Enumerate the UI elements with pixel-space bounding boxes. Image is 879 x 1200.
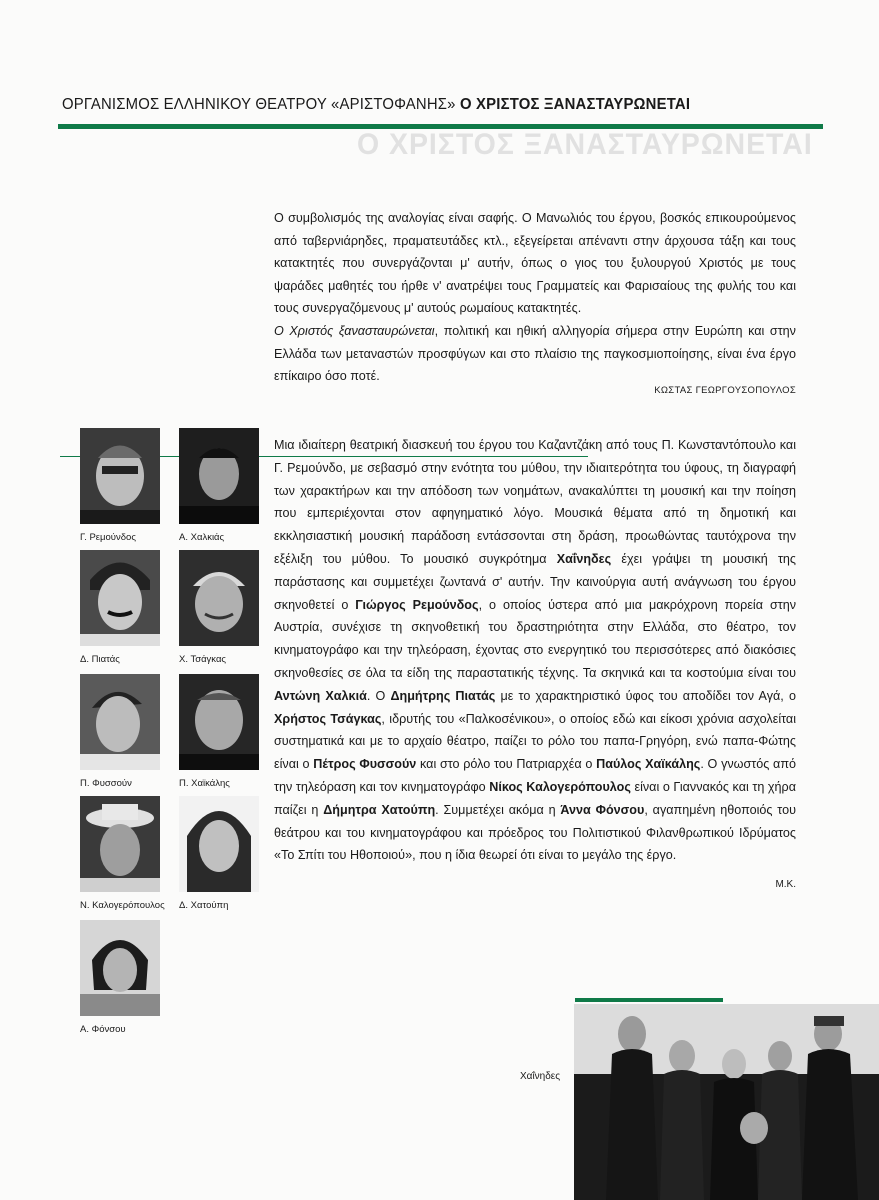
bold-name: Δήμητρα Χατούπη	[323, 802, 436, 817]
portrait-chaikalis	[179, 674, 259, 789]
bold-name: Νίκος Καλογερόπουλος	[489, 779, 631, 794]
ghost-title: Ο ΧΡΙΣΤΟΣ ΞΑΝΑΣΤΑΥΡΩΝΕΤΑΙ	[357, 128, 813, 161]
portrait-caption: Π. Χαϊκάλης	[179, 778, 230, 789]
band-photo	[574, 1004, 879, 1200]
portrait-photo	[179, 674, 259, 770]
main-article	[274, 434, 796, 867]
bold-name: Άννα Φόνσου	[560, 802, 645, 817]
bold-name: Χαΐνηδες	[556, 551, 612, 566]
intro-author: ΚΩΣΤΑΣ ΓΕΩΡΓΟΥΣΟΠΟΥΛΟΣ	[654, 385, 796, 396]
text-run: . Συμμετέχει ακόμα η	[435, 802, 561, 817]
portrait-photo	[80, 550, 160, 646]
intro-paragraph-1: Ο συμβολισμός της αναλογίας είναι σαφής. Ο Μανωλιός του έργου, βοσκός επικουρούμενος από ταβερνιάρηδες, πραματευτάδες κτλ., εξεγείρεται απέναντι στην άρχουσα τάξη και τους κατακτητές που συνεργάζονται μ' αυτήν, όπως ο γιος του ξυλουργού Χριστός με τους ψαράδες μαθητές του ήρθε ν' ανατρέψει τους Γραμματείς και Φαρισαίους της φυλής του και τους συνεργαζόμενους μ' αυτούς ρωμαίους κατακτητές.	[274, 211, 796, 316]
portrait-photo	[80, 796, 160, 892]
text-run: με το χαρακτηριστικό ύφος του αποδίδει τον Αγά, ο	[495, 688, 796, 703]
text-run: , ο οποίος ύστερα από μια μακρόχρονη πορεία στην Αυστρία, συνέχισε τη σκηνοθετική του δραστηριότητα στην Ελλάδα, στο θέατρο, τον κινηματογράφο και την τηλεόραση, έχοντας στο ενεργητικό του περισσότερες από διακόσιες σκηνοθεσίες σε όλα τα είδη της παραστατικής τέχνης. Τα σκηνικά και τα κοστούμια είναι του	[274, 597, 797, 680]
text-run: , αγαπημένη ηθοποιός του θεάτρου και του κινηματογράφου και πρόεδρος του Πολιτιστικού Φιλανθρωπικού Ιδρύματος «Το Σπίτι του Ηθοποιού», που η ίδια θεωρεί ότι είναι το μεγάλο της έργο.	[274, 802, 796, 863]
portrait-caption: Π. Φυσσούν	[80, 778, 132, 789]
portrait-caption: Α. Φόνσου	[80, 1024, 126, 1035]
intro-italic-title: Ο Χριστός ξανασταυρώνεται	[274, 323, 435, 338]
text-run: . Ο γνωστός από την τηλεόραση και τον κινηματογράφο	[274, 757, 797, 794]
portrait-piatas	[80, 550, 160, 665]
portrait-fonsou	[80, 920, 160, 1035]
portrait-fyssoun	[80, 674, 160, 789]
text-run: Μια ιδιαίτερη θεατρική διασκευή του έργου του Καζαντζάκη από τους Π. Κωνσταντόπουλο και Γ. Ρεμούνδο, με σεβασμό στην ενότητα του μύθου, την ιδιαιτερότητα του ύφους, τη διαγραφή των χαρακτήρων και την απόδοση των νοημάτων, ανακαλύπτει τη μουσική και την ποίηση που εμπεριέχονται στον αφηγηματικό λόγο. Μουσικά θέματα από τη δημοτική και εκκλησιαστική μουσική παράδοση εντάσσονται στη δράση, προωθώντας ταυτόχρονα την εξέλιξη του μύθου. Το μουσικό συγκρότημα	[274, 438, 796, 566]
text-run: και στο ρόλο του Πατριαρχέα ο	[416, 757, 597, 772]
portrait-photo	[179, 796, 259, 892]
article-author: Μ.Κ.	[775, 879, 796, 890]
band-caption: Χαΐνηδες	[520, 1071, 561, 1082]
portrait-kalogeropoulos	[80, 796, 165, 911]
portrait-photo	[80, 428, 160, 524]
portrait-caption: Ν. Καλογερόπουλος	[80, 900, 165, 911]
intro-paragraph-2	[274, 320, 796, 388]
organization-name: ΟΡΓΑΝΙΣΜΟΣ ΕΛΛΗΝΙΚΟΥ ΘΕΑΤΡΟΥ «ΑΡΙΣΤΟΦΑΝΗΣ»	[62, 96, 456, 113]
bold-name: Χρήστος Τσάγκας	[274, 711, 382, 726]
portrait-caption: Γ. Ρεμούνδος	[80, 532, 136, 543]
portrait-caption: Δ. Χατούπη	[179, 900, 229, 911]
text-run: έχει γράψει τη μουσική της παράστασης και συμμετέχει ζωντανά σ' αυτήν. Την καινούργια αυτή ανάγνωση του έργου σκηνοθετεί ο	[274, 551, 796, 612]
bold-name: Αντώνη Χαλκιά	[274, 688, 367, 703]
portrait-photo	[80, 674, 160, 770]
portrait-photo	[80, 920, 160, 1016]
intro-text	[274, 207, 796, 388]
portrait-chalkias	[179, 428, 259, 543]
bold-name: Παύλος Χαϊκάλης	[596, 757, 701, 772]
bold-name: Δημήτρης Πιατάς	[390, 688, 496, 703]
bold-name: Πέτρος Φυσσούν	[313, 757, 417, 772]
portrait-caption: Δ. Πιατάς	[80, 654, 120, 665]
portrait-tsagkas	[179, 550, 259, 665]
portrait-chatoupi	[179, 796, 259, 911]
portrait-caption: Α. Χαλκιάς	[179, 532, 225, 543]
text-run: . Ο	[366, 688, 391, 703]
bold-name: Γιώργος Ρεμούνδος	[355, 597, 479, 612]
page-header	[62, 96, 769, 114]
intro-paragraph-2-rest: , πολιτική και ηθική αλληγορία σήμερα στην Ευρώπη και στην Ελλάδα των μεταναστών προσφύγων και στο πλαίσιο της παγκοσμιοποίησης, είναι ένα έργο επίκαιρο όσο ποτέ.	[274, 323, 796, 384]
text-run: , ιδρυτής του «Παλκοσένικου», ο οποίος εδώ και είκοσι χρόνια ασχολείται συστηματικά και με το αρχαίο θέατρο, παίζει το ρόλο του παπα-Γρηγόρη, ενώ παπα-Φώτης είναι ο	[274, 711, 796, 772]
text-run: είναι ο Γιαννακός και τη χήρα παίζει η	[274, 779, 796, 817]
portrait-caption: Χ. Τσάγκας	[179, 654, 227, 665]
article-paragraph	[274, 434, 796, 867]
band-rule	[575, 998, 723, 1002]
play-title: Ο ΧΡΙΣΤΟΣ ΞΑΝΑΣΤΑΥΡΩΝΕΤΑΙ	[459, 96, 691, 113]
portrait-photo	[179, 428, 259, 524]
portrait-photo	[179, 550, 259, 646]
portrait-remoundos	[80, 428, 160, 543]
